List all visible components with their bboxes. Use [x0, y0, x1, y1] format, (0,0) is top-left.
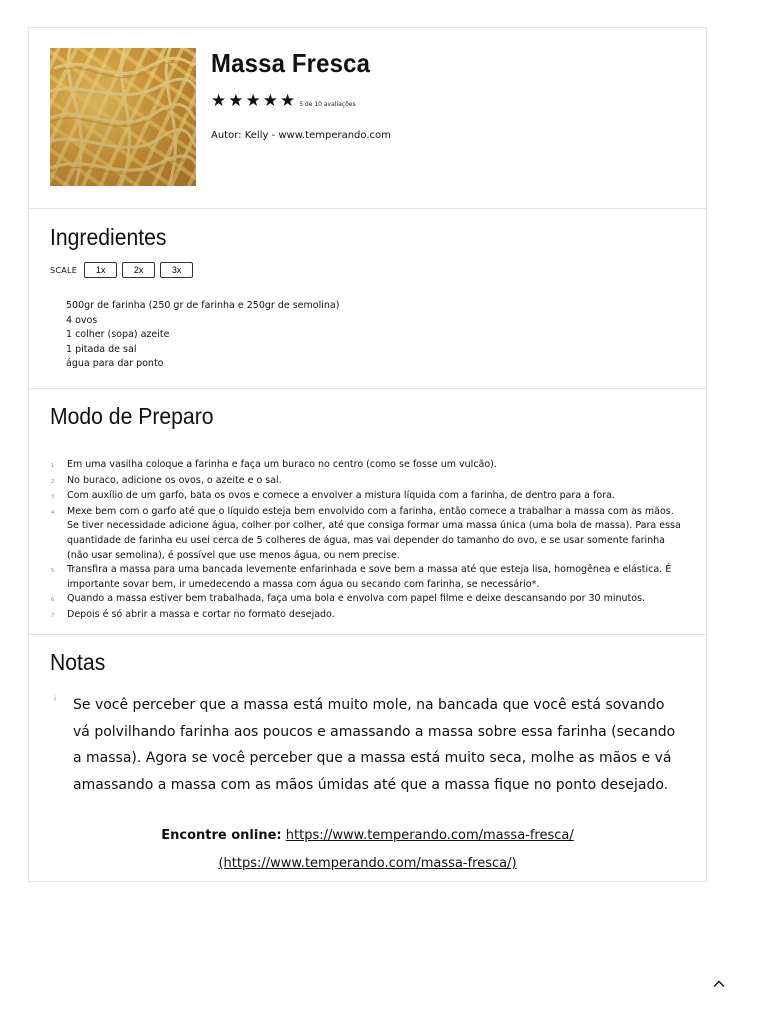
step-text: No buraco, adicione os ovos, o azeite e o sal. — [67, 474, 282, 486]
find-online-label: Encontre online: — [161, 828, 282, 843]
step-text: Transfira a massa para uma bancada levemente enfarinhada e sove bem a massa até que esteja lisa, homogênea e elástica. É importante sovar bem, ir umedecendo a massa com água ou secando com farinha, se necessário*. — [67, 564, 672, 590]
step-text: Com auxílio de um garfo, bata os ovos e comece a envolver a mistura líquida com a farinha, de dentro para a fora. — [67, 490, 615, 502]
steps-heading: Modo de Preparo — [50, 403, 214, 429]
recipe-title: Massa Fresca — [211, 48, 371, 78]
chevron-up-icon[interactable] — [713, 975, 725, 987]
step-number: 4 — [51, 509, 55, 516]
ingredient-item: 4 ovos — [66, 314, 98, 326]
step-item — [51, 505, 681, 563]
recipe-header — [29, 28, 706, 209]
scale-2x-button[interactable]: 2x — [122, 262, 155, 278]
notes-heading: Notas — [50, 649, 106, 675]
ingredient-list — [66, 299, 339, 372]
ingredient-item: 1 colher (sopa) azeite — [66, 329, 170, 341]
scale-label: SCALE — [50, 265, 78, 275]
ingredient-item: água para dar ponto — [66, 358, 164, 370]
ingredients-heading: Ingredientes — [50, 224, 167, 250]
step-item — [51, 563, 681, 592]
recipe-card — [28, 27, 707, 882]
step-list — [51, 458, 681, 624]
recipe-link[interactable]: https://www.temperando.com/massa-fresca/ — [285, 828, 574, 843]
scale-selector — [50, 262, 198, 278]
step-text: Depois é só abrir a massa e cortar no formato desejado. — [67, 608, 335, 620]
step-text: Mexe bem com o garfo até que o líquido esteja bem envolvido com a farinha, então comece a trabalhar a massa com as mãos. Se tiver necessidade adicione água, colher por colher, até que consiga formar uma massa única (uma bola de massa). Para essa quantidade de farinha eu usei cerca de 5 colheres de água, mas vai depender do tamanho do ovo, e se usar somente farinha (não usar semolina), é possível que use menos água, ou nem precise. — [67, 505, 681, 561]
note-number: i — [54, 695, 56, 703]
step-number: 7 — [51, 612, 55, 619]
step-number: 2 — [51, 478, 55, 485]
star-rating-icon[interactable]: ★★★★★ — [211, 91, 298, 111]
ingredient-item: 500gr de farinha (250 gr de farinha e 250gr de semolina) — [66, 300, 340, 311]
recipe-author: Autor: Kelly - www.temperando.com — [211, 130, 391, 141]
find-online — [29, 822, 706, 878]
step-item — [51, 608, 681, 624]
step-item — [51, 592, 681, 608]
step-number: 3 — [51, 494, 55, 501]
scale-3x-button[interactable]: 3x — [160, 262, 193, 278]
step-item — [51, 474, 681, 490]
recipe-link-parenthesized[interactable]: (https://www.temperando.com/massa-fresca/) — [218, 856, 517, 871]
step-text: Em uma vasilha coloque a farinha e faça um buraco no centro (como se fosse um vulcão). — [67, 459, 497, 470]
recipe-photo — [50, 48, 196, 186]
step-item — [51, 458, 681, 474]
step-number: 5 — [51, 568, 55, 575]
rating-count: 5 de 10 avaliações — [299, 101, 356, 108]
step-text: Quando a massa estiver bem trabalhada, faça uma bola e envolva com papel filme e deixe descansando por 30 minutos. — [67, 593, 646, 605]
notes-section — [29, 635, 706, 881]
note-text: Se você perceber que a massa está muito mole, na bancada que você está sovando vá polvilhando farinha aos poucos e amassando a massa sobre essa farinha (secando a massa). Agora se você perceber que a massa está muito seca, molhe as mãos e vá amassando a massa com as mãos úmidas até que a massa fique no ponto desejado. — [73, 697, 676, 793]
step-number: 6 — [51, 597, 55, 604]
step-number: 1 — [51, 463, 55, 469]
step-item — [51, 489, 681, 505]
ingredient-item: 1 pitada de sal — [66, 343, 137, 355]
scale-1x-button[interactable]: 1x — [84, 262, 117, 278]
note-item — [54, 692, 684, 798]
ingredients-section — [29, 209, 706, 389]
steps-section — [29, 389, 706, 635]
recipe-rating — [211, 92, 356, 110]
